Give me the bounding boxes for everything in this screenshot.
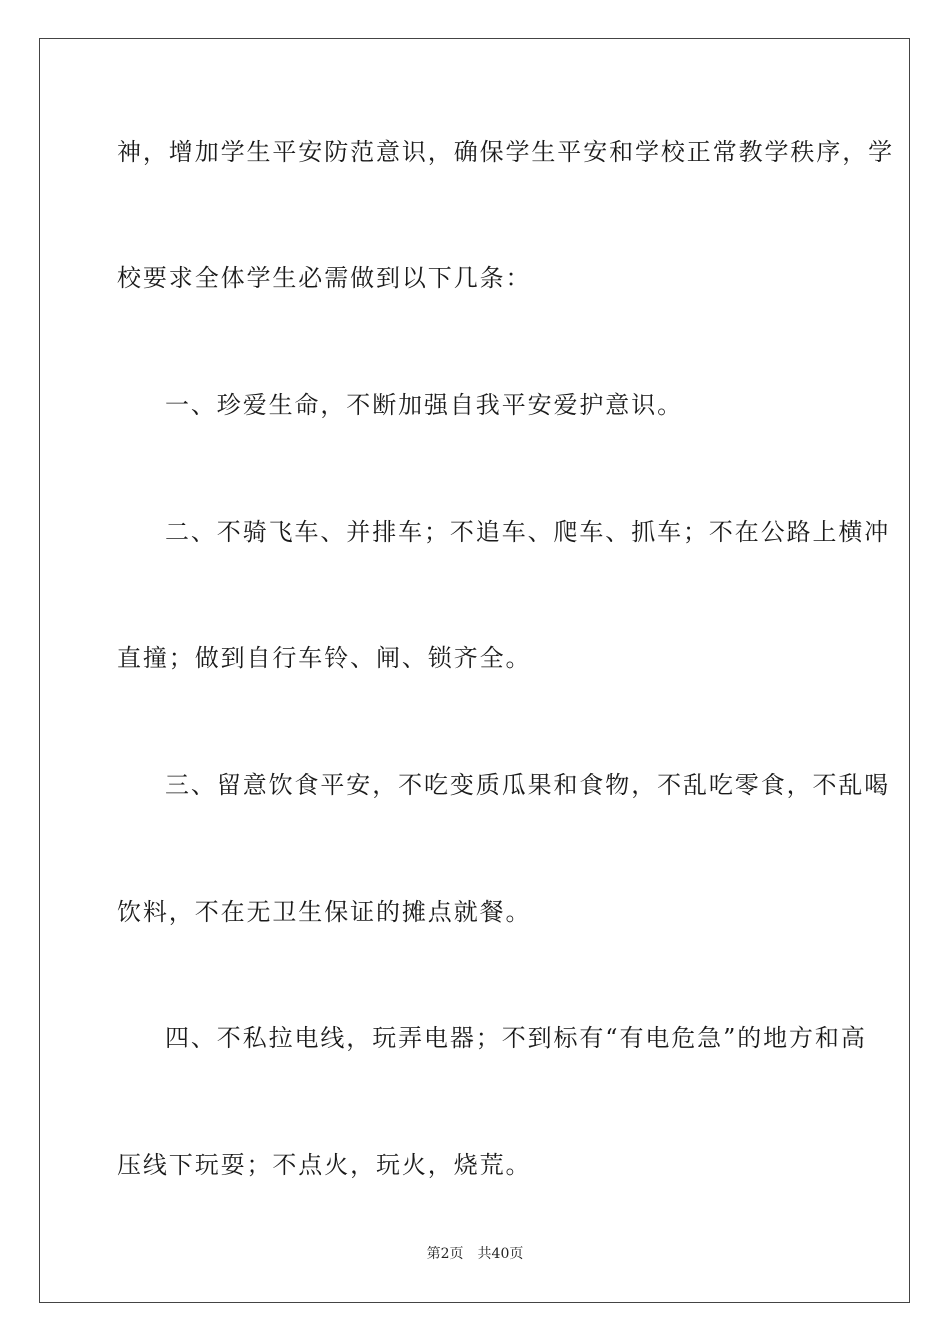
page-footer (0, 1244, 950, 1264)
list-item-two: 二、不骑飞车、并排车；不追车、爬车、抓车；不在公路上横冲 (165, 518, 891, 546)
list-item-four: 四、不私拉电线，玩弄电器；不到标有“有电危急”的地方和高 (165, 1024, 867, 1052)
paragraph-line: 饮料，不在无卫生保证的摊点就餐。 (117, 898, 532, 926)
paragraph-line: 校要求全体学生必需做到以下几条： (117, 264, 532, 292)
list-item-one: 一、珍爱生命，不断加强自我平安爱护意识。 (165, 391, 683, 419)
paragraph-line: 直撞；做到自行车铃、闸、锁齐全。 (117, 644, 532, 672)
list-item-three: 三、留意饮食平安，不吃变质瓜果和食物，不乱吃零食，不乱喝 (165, 771, 891, 799)
paragraph-line: 压线下玩耍；不点火，玩火，烧荒。 (117, 1151, 532, 1179)
page-total: 共40页 (477, 1246, 524, 1262)
paragraph-line: 神，增加学生平安防范意识，确保学生平安和学校正常教学秩序，学 (117, 138, 894, 166)
page-number: 第2页 (426, 1246, 464, 1262)
